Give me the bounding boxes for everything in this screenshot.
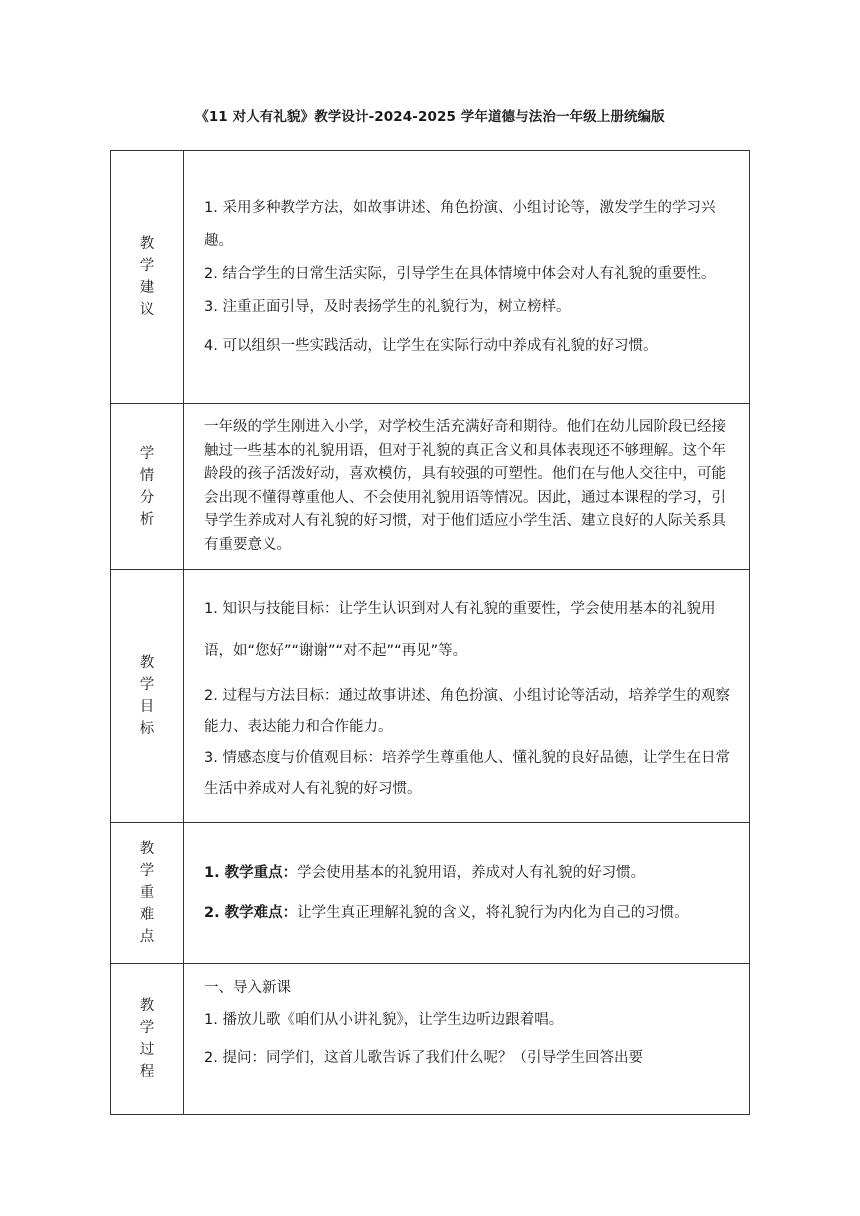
key-points-content [184, 823, 750, 964]
list-item: 2. 过程与方法目标：通过故事讲述、角色扮演、小组讨论等活动，培养学生的观察能力、表达能力和合作能力。 [204, 687, 730, 735]
list-item: 1. 采用多种教学方法，如故事讲述、角色扮演、小组讨论等，激发学生的学习兴趣。 [204, 199, 716, 249]
table-row-suggestions [111, 151, 750, 404]
table-row-goals [111, 570, 750, 823]
table-row-analysis [111, 404, 750, 570]
analysis-content [184, 404, 750, 570]
row-label-suggestions: 教 学 建 议 [111, 151, 184, 404]
list-item: 2. 结合学生的日常生活实际，引导学生在具体情境中体会对人有礼貌的重要性。 [204, 265, 716, 282]
row-label-key-points: 教 学 重 难 点 [111, 823, 184, 964]
document-title: 《11 对人有礼貌》教学设计-2024-2025 学年道德与法治一年级上册统编版 [195, 109, 665, 125]
list-item: 1. 教学重点：学会使用基本的礼貌用语，养成对人有礼貌的好习惯。 [204, 864, 646, 881]
goals-content [184, 570, 750, 823]
list-item: 3. 情感态度与价值观目标：培养学生尊重他人、懂礼貌的良好品德，让学生在日常生活中养成对人有礼貌的好习惯。 [204, 749, 730, 797]
row-label-analysis: 学 情 分 析 [111, 404, 184, 570]
row-label-process: 教 学 过 程 [111, 964, 184, 1115]
process-content [184, 964, 750, 1115]
row-label-goals: 教 学 目 标 [111, 570, 184, 823]
list-item: 2. 提问：同学们，这首儿歌告诉了我们什么呢？（引导学生回答出要 [204, 1050, 643, 1066]
list-item: 1. 播放儿歌《咱们从小讲礼貌》，让学生边听边跟着唱。 [204, 1012, 564, 1028]
list-item: 3. 注重正面引导，及时表扬学生的礼貌行为，树立榜样。 [204, 298, 571, 315]
lesson-plan-table [110, 150, 750, 1115]
list-item: 2. 教学难点：让学生真正理解礼貌的含义，将礼貌行为内化为自己的习惯。 [204, 904, 689, 921]
table-row-key-points [111, 823, 750, 964]
analysis-text: 一年级的学生刚进入小学，对学校生活充满好奇和期待。他们在幼儿园阶段已经接触过一些基本的礼貌用语，但对于礼貌的真正含义和具体表现还不够理解。这个年龄段的孩子活泼好动，喜欢模仿，具有较强的可塑性。他们在与他人交往中，可能会出现不懂得尊重他人、不会使用礼貌用语等情况。因此，通过本课程的学习，引导学生养成对人有礼貌的好习惯，对于他们适应小学生活、建立良好的人际关系具有重要意义。 [204, 419, 726, 553]
section-heading: 一、导入新课 [204, 980, 291, 996]
list-item: 1. 知识与技能目标：让学生认识到对人有礼貌的重要性，学会使用基本的礼貌用语，如“您好”“谢谢”“对不起”“再见”等。 [204, 600, 716, 659]
table-row-process [111, 964, 750, 1115]
list-item: 4. 可以组织一些实践活动，让学生在实际行动中养成有礼貌的好习惯。 [204, 337, 658, 354]
suggestions-content [184, 151, 750, 404]
